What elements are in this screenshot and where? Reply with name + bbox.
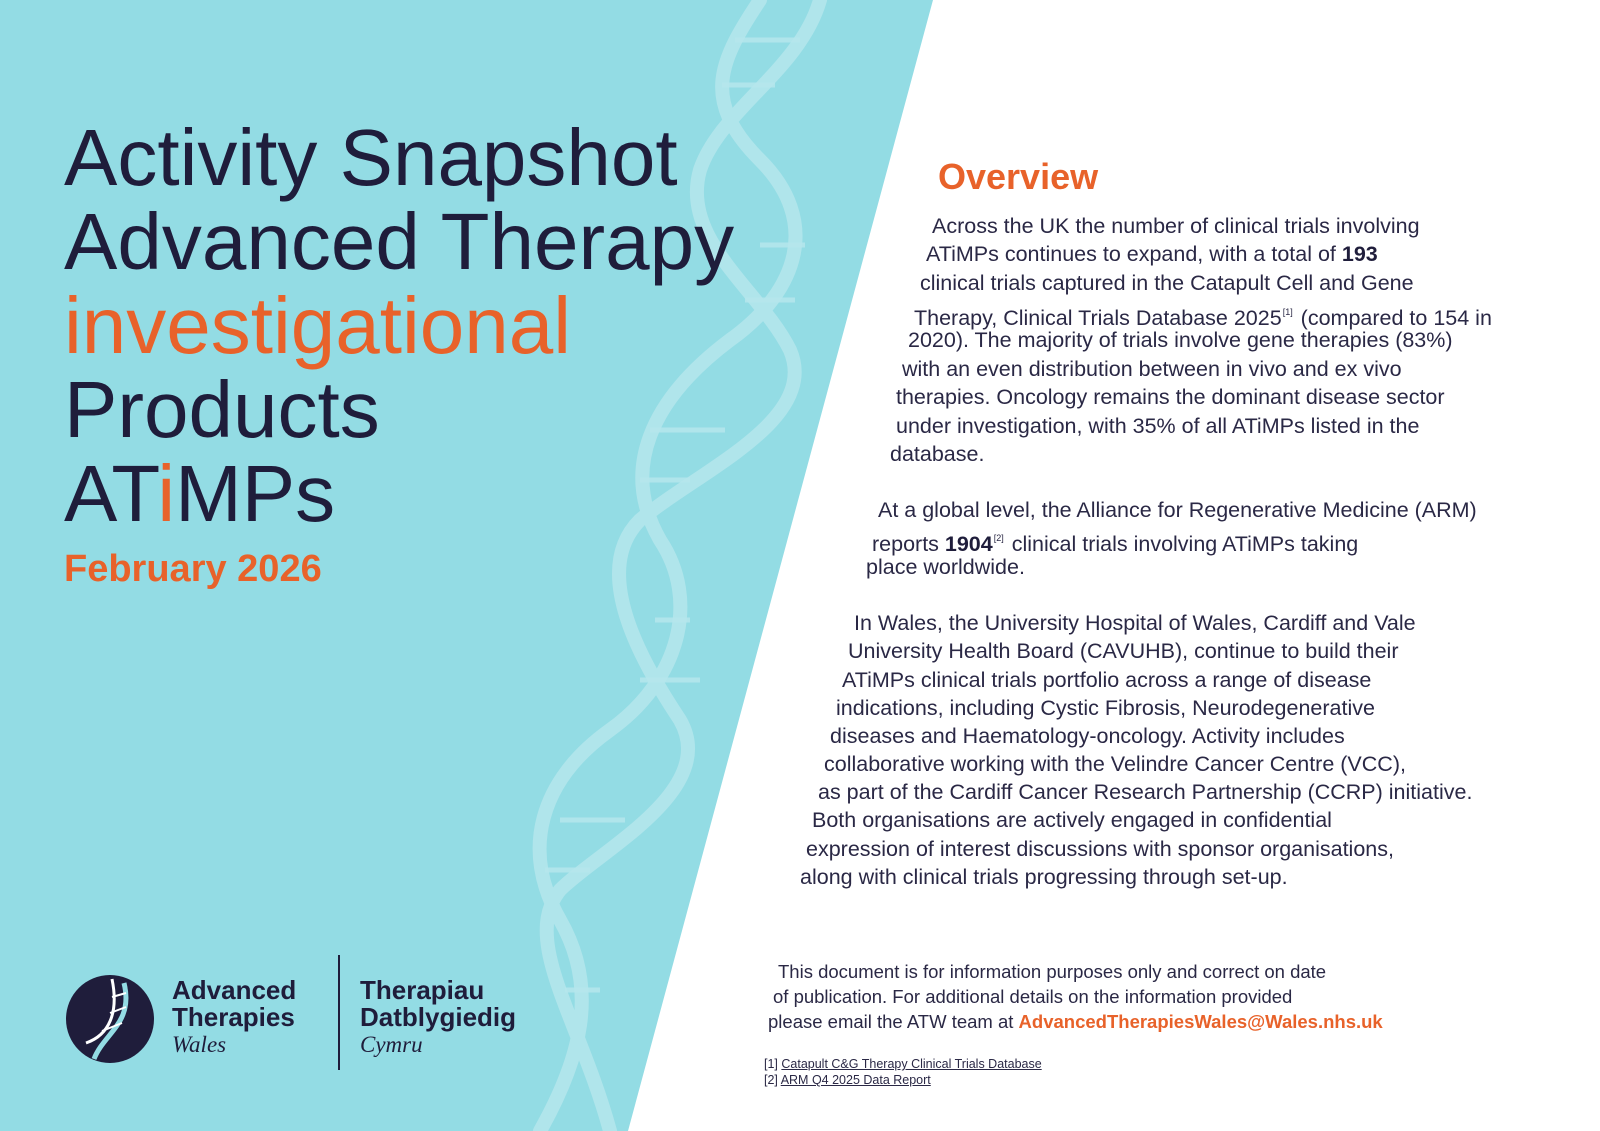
acronym-part-a: AT [64,449,158,538]
logo-cy-sub: Cymru [360,1032,423,1057]
acronym-part-c: MPs [175,449,336,538]
p3-line-3: ATiMPs clinical trials portfolio across a range of disease [842,668,1372,692]
disclaimer-line-3-text: please email the ATW team at [768,1011,1019,1032]
page-title [64,113,735,538]
p1-line-2-text: ATiMPs continues to expand, with a total of [926,242,1342,266]
logo-en-line-2: Therapies [172,1002,295,1032]
reference-2-marker: [2] [764,1073,781,1087]
footnote-ref-2[interactable]: [2] [993,533,1004,543]
reference-1-marker: [1] [764,1057,782,1071]
p3-line-6: collaborative working with the Velindre Cancer Centre (VCC), [824,752,1406,776]
logo-divider [338,955,340,1070]
global-trial-count: 1904 [944,532,993,556]
contact-email-link[interactable]: AdvancedTherapiesWales@Wales.nhs.uk [1018,1011,1383,1032]
title-acronym [64,449,734,538]
overview-heading: Overview [938,156,1099,197]
disclaimer-line-2: of publication. For additional details on the information provided [773,986,1293,1007]
acronym-part-b: i [157,449,176,538]
logo-welsh [360,977,516,1059]
p3-line-7: as part of the Cardiff Cancer Research Partnership (CCRP) initiative. [818,780,1473,804]
title-line-4: Products [64,365,380,454]
reference-1-link[interactable]: Catapult C&G Therapy Clinical Trials Database [781,1057,1042,1071]
p1-line-6: with an even distribution between in vivo and ex vivo [902,357,1402,381]
logo-english [172,977,296,1059]
p3-line-5: diseases and Haematology-oncology. Activity includes [830,724,1345,748]
p1-line-4-rest: (compared to 154 in [1294,306,1492,330]
p3-line-2: University Health Board (CAVUHB), continue to build their [848,639,1399,663]
footnote-ref-1[interactable]: [1] [1282,307,1293,317]
p2-line-3: place worldwide. [866,555,1025,579]
title-line-2: Advanced Therapy [64,197,735,286]
title-line-1: Activity Snapshot [64,113,678,202]
logo-cy-line-2: Datblygiedig [360,1002,517,1032]
atw-logo [64,955,584,1075]
p2-line-1: At a global level, the Alliance for Regenerative Medicine (ARM) [878,498,1477,522]
p2-line-2-text: reports [872,532,945,556]
p1-line-4-text: Therapy, Clinical Trials Database 2025 [914,306,1282,330]
reference-2 [764,1072,931,1088]
p3-line-10: along with clinical trials progressing through set-up. [800,865,1288,889]
disclaimer-line-3 [768,1010,1383,1034]
p3-line-8: Both organisations are actively engaged in confidential [812,808,1332,832]
p3-line-1: In Wales, the University Hospital of Wales, Cardiff and Vale [854,611,1416,635]
reference-2-link[interactable]: ARM Q4 2025 Data Report [780,1073,931,1087]
publication-date: February 2026 [64,548,322,590]
logo-en-sub: Wales [172,1032,227,1057]
logo-en-line-1: Advanced [172,975,297,1005]
uk-trial-count: 193 [1341,242,1378,266]
p1-line-7: therapies. Oncology remains the dominant disease sector [896,385,1445,409]
disclaimer-line-1: This document is for information purposes only and correct on date [778,961,1327,982]
p1-line-3: clinical trials captured in the Catapult Cell and Gene [920,271,1414,295]
title-line-3: investigational [64,281,571,370]
p1-line-9: database. [890,442,985,466]
p1-line-1: Across the UK the number of clinical trials involving [932,214,1420,238]
p1-line-2 [926,240,1378,268]
p1-line-8: under investigation, with 35% of all ATiMPs listed in the [896,414,1420,438]
p3-line-9: expression of interest discussions with sponsor organisations, [806,837,1394,861]
p3-line-4: indications, including Cystic Fibrosis, Neurodegenerative [836,696,1375,720]
p2-line-2-rest: clinical trials involving ATiMPs taking [1005,532,1359,556]
reference-1 [764,1056,1042,1072]
logo-cy-line-1: Therapiau [360,975,485,1005]
p1-line-5: 2020). The majority of trials involve gene therapies (83%) [908,328,1453,352]
dna-helix-logo-icon [64,973,156,1065]
